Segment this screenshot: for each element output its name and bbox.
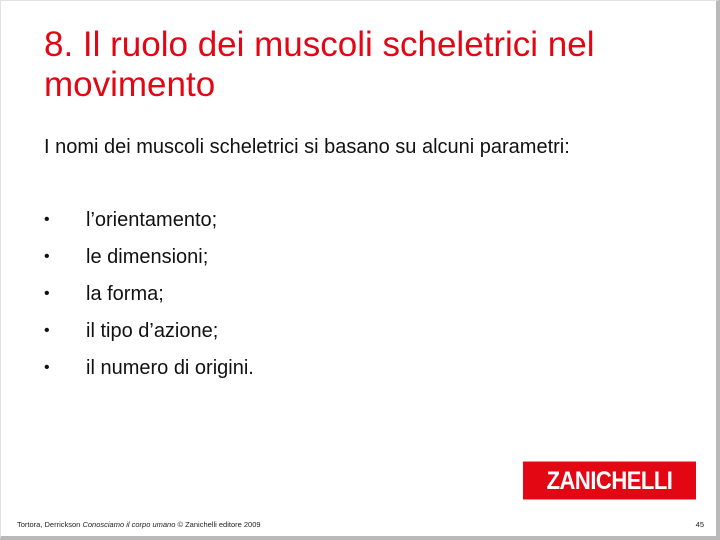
bullet-icon: • bbox=[44, 359, 50, 376]
list-item bbox=[44, 280, 604, 317]
zanichelli-logo bbox=[523, 462, 696, 500]
bullet-icon: • bbox=[44, 285, 50, 302]
list-item-text: la forma; bbox=[86, 283, 164, 305]
list-item-text: l’orientamento; bbox=[86, 209, 218, 231]
footer-publisher: © Zanichelli editore 2009 bbox=[175, 520, 261, 529]
list-item bbox=[44, 317, 604, 354]
footer-authors: Tortora, Derrickson bbox=[17, 520, 83, 529]
intro-text: I nomi dei muscoli scheletrici si basano su alcuni parametri: bbox=[44, 136, 570, 158]
list-item bbox=[44, 206, 604, 243]
list-item bbox=[44, 354, 604, 391]
list-item-text: il numero di origini. bbox=[86, 357, 254, 379]
slide-title: 8. Il ruolo dei muscoli scheletrici nel movimento bbox=[44, 25, 595, 104]
logo-text: ZANICHELLI bbox=[546, 465, 673, 495]
page-number: 45 bbox=[695, 520, 704, 529]
footer-book-title: Conosciamo il corpo umano bbox=[82, 520, 176, 529]
list-item-text: il tipo d’azione; bbox=[86, 320, 219, 342]
list-item-text: le dimensioni; bbox=[86, 246, 209, 268]
footer-credit bbox=[17, 520, 261, 530]
list-item bbox=[44, 243, 604, 280]
bullet-list bbox=[44, 206, 604, 391]
bullet-icon: • bbox=[44, 322, 50, 339]
bullet-icon: • bbox=[44, 248, 50, 265]
bullet-icon: • bbox=[44, 211, 50, 228]
